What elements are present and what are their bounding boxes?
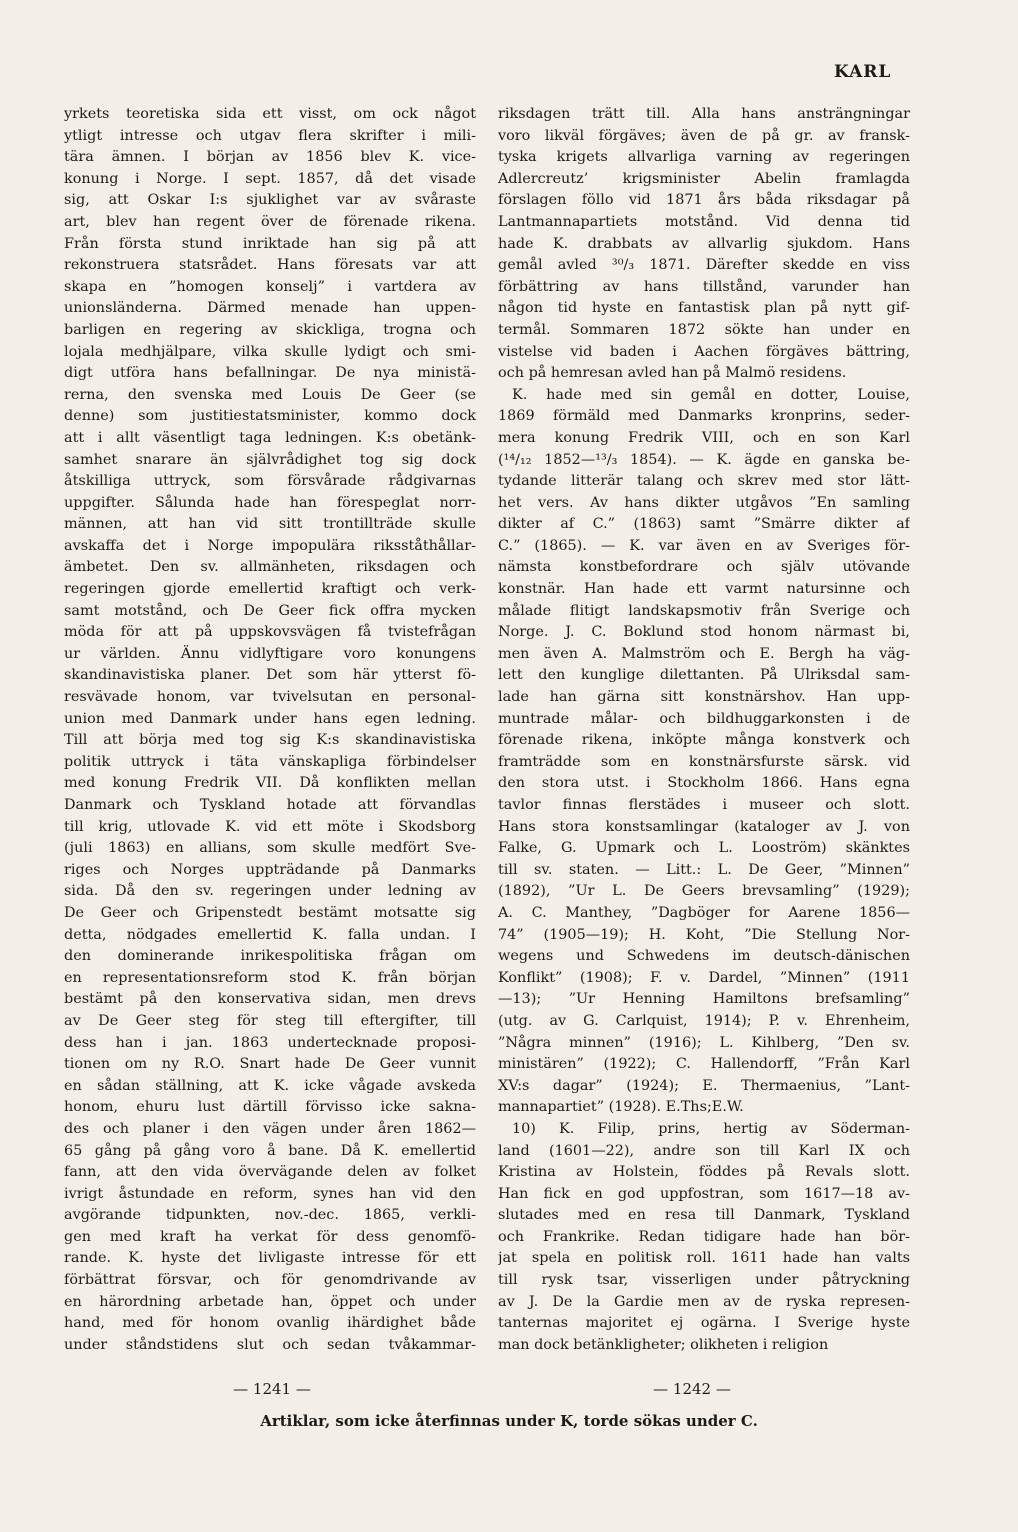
text-line: ur världen. Ännu vidlyftigare voro konungens — [64, 645, 476, 662]
text-line: uppgifter. Sålunda hade han förespeglat norr- — [64, 494, 476, 511]
text-line: denne) som justitiestatsminister, kommo dock — [64, 408, 476, 425]
text-line: (1892), ”Ur L. De Geers brevsamling” (1929); — [498, 883, 910, 900]
text-line: yrkets teoretiska sida ett visst, om ock något — [64, 106, 476, 122]
text-line: förbättring av hans tillstånd, varunder han — [498, 278, 910, 295]
footer-note: Artiklar, som icke återfinnas under K, torde sökas under C. — [260, 1412, 758, 1430]
text-line: åtskilliga uttryck, som försvårade rådgivarnas — [64, 473, 476, 490]
page-number-right: — 1242 — — [653, 1380, 731, 1398]
text-line: rande. K. hyste det livligaste intresse för ett — [64, 1250, 476, 1267]
text-line: att i allt väsentligt taga ledningen. K:s obetänk- — [64, 429, 476, 446]
text-line: hade K. drabbats av allvarlig sjukdom. Hans — [498, 235, 910, 252]
text-line: av De Geer steg för steg till eftergifter, till — [64, 1012, 476, 1029]
text-line: fann, att den vida övervägande delen av folket — [64, 1164, 476, 1181]
text-line: målade flitigt landskapsmotiv från Sverige och — [498, 602, 910, 619]
text-line: Norge. J. C. Boklund stod honom närmast bi, — [498, 624, 910, 641]
text-line: Lantmannapartiets motstånd. Vid denna tid — [498, 213, 910, 230]
text-line: voro likväl förgäves; även de på gr. av fransk- — [498, 127, 910, 144]
text-line: Falke, G. Upmark och L. Looström) skänktes — [498, 840, 910, 857]
text-line: hand, med för honom ovanlig ihärdighet både — [64, 1315, 476, 1332]
text-line: Danmark och Tyskland hotade att förvandlas — [64, 797, 476, 813]
text-line: ”Några minnen” (1916); L. Kihlberg, ”Den sv. — [498, 1034, 910, 1051]
text-line: (¹⁴/₁₂ 1852—¹³/₃ 1854). — K. ägde en ganska be- — [498, 451, 910, 468]
text-line: digt utföra hans befallningar. De nya ministä- — [64, 365, 476, 382]
right-column — [498, 104, 910, 1356]
text-line: rekonstruera statsrådet. Hans föresats var att — [64, 257, 476, 274]
text-line: rerna, den svenska med Louis De Geer (se — [64, 386, 476, 403]
text-line: —13); ”Ur Henning Hamiltons brefsamling” — [498, 991, 910, 1008]
text-line: regeringen gjorde emellertid kraftigt och verk- — [64, 581, 476, 598]
text-line: Hans stora konstsamlingar (kataloger av J. von — [498, 818, 910, 835]
text-line: (utg. av G. Carlquist, 1914); P. v. Ehrenheim, — [498, 1012, 910, 1029]
text-line: ytligt intresse och utgav flera skrifter i mili- — [64, 127, 476, 144]
text-line: en sådan ställning, att K. icke vågade avskeda — [64, 1077, 476, 1094]
text-line: förslagen föllo vid 1871 års båda riksdagar på — [498, 192, 910, 209]
text-line: land (1601—22), andre son till Karl IX och — [498, 1142, 910, 1159]
text-line: någon tid hyste en fantastisk plan på nytt gif- — [498, 300, 910, 317]
text-line: till sv. staten. — Litt.: L. De Geer, ”Minnen” — [498, 861, 910, 878]
text-line: XV:s dagar” (1924); E. Thermaenius, ”Lant- — [498, 1077, 910, 1094]
text-line: nämsta konstbefordrare och själv utövande — [498, 559, 910, 576]
text-line: dikter af C.” (1863) samt ”Smärre dikter af — [498, 516, 910, 533]
text-line: Till att börja med tog sig K:s skandinavistiska — [64, 732, 476, 749]
text-line: 65 gång på gång voro å bane. Då K. emellertid — [64, 1142, 476, 1159]
text-line: och Frankrike. Redan tidigare hade han bör- — [498, 1228, 910, 1245]
text-line: lade han gärna sitt konstnärshov. Han upp- — [498, 689, 910, 706]
text-line: des och planer i den vägen under åren 1862— — [64, 1120, 476, 1137]
text-line: männen, att han vid sitt trontillträde skulle — [64, 516, 476, 533]
text-line: en representationsreform stod K. från början — [64, 969, 476, 986]
text-line: C.” (1865). — K. var även en av Sveriges för- — [498, 537, 910, 554]
text-line: Han fick en god uppfostran, som 1617—18 av- — [498, 1185, 910, 1202]
text-line: av J. De la Gardie men av de ryska represen- — [498, 1293, 910, 1310]
text-line: tavlor finnas flerstädes i museer och slott. — [498, 797, 910, 813]
text-line: De Geer och Gripenstedt bestämt motsatte sig — [64, 904, 476, 921]
text-line: lett den kunglige dilettanten. På Ulriksdal sam- — [498, 667, 910, 684]
text-line: man dock betänkligheter; olikheten i religion — [498, 1336, 829, 1353]
text-line: dess han i jan. 1863 undertecknade proposi- — [64, 1034, 476, 1051]
text-line: Från första stund inriktade han sig på att — [64, 235, 476, 252]
left-column — [64, 104, 476, 1356]
text-line: honom, ehuru lust därtill förvisso icke sakna- — [64, 1099, 476, 1116]
text-line: detta, nödgades emellertid K. falla undan. I — [64, 926, 476, 943]
text-line: gen med kraft ha verkat för dess genomfö- — [64, 1228, 476, 1245]
text-line: förbättrat försvar, och för genomdrivande av — [64, 1272, 476, 1289]
text-line: sig, att Oskar I:s sjuklighet var av svåraste — [64, 192, 476, 209]
text-line: ämbetet. Den sv. allmänheten, riksdagen och — [64, 559, 476, 576]
text-line: sida. Då den sv. regeringen under ledning av — [64, 883, 476, 900]
text-line: tydande litterär talang och skrev med stor lätt- — [498, 473, 910, 490]
text-line: tionen om ny R.O. Snart hade De Geer vunnit — [64, 1056, 476, 1073]
text-line: och på hemresan avled han på Malmö residens. — [498, 365, 847, 382]
text-line: A. C. Manthey, ”Dagböger for Aarene 1856— — [498, 904, 910, 921]
text-line: K. hade med sin gemål en dotter, Louise, — [512, 386, 910, 403]
text-line: tära ämnen. I början av 1856 blev K. vice- — [64, 149, 476, 166]
text-line: bestämt på den konservativa sidan, men drevs — [64, 991, 476, 1008]
text-line: skapa en ”homogen konselj” i vartdera av — [64, 278, 476, 295]
text-line: skandinavistiska planer. Det som här ytterst fö- — [64, 667, 476, 684]
text-line: art, blev han regent över de förenade rikena. — [64, 213, 476, 230]
text-line: Adlercreutz’ krigsminister Abelin framlagda — [498, 170, 910, 187]
text-line: mannapartiet” (1928). E.Ths;E.W. — [498, 1099, 744, 1116]
text-line: samt motstånd, och De Geer fick offra mycken — [64, 602, 476, 619]
text-line: ministären” (1922); C. Hallendorff, ”Från Karl — [498, 1056, 910, 1073]
text-line: en härordning arbetade han, öppet och under — [64, 1293, 476, 1310]
text-line: till rysk tsar, visserligen under påtryckning — [498, 1272, 910, 1289]
text-line: framträdde som en konstnärsfurste särsk. vid — [498, 753, 910, 770]
text-line: med konung Fredrik VII. Då konflikten mellan — [64, 775, 476, 792]
text-line: politik uttryck i täta vänskapliga förbindelser — [64, 753, 476, 770]
text-line: konstnär. Han hade ett varmt natursinne och — [498, 581, 910, 598]
text-line: resvävade honom, var tvivelsutan en personal- — [64, 689, 476, 706]
text-line: termål. Sommaren 1872 sökte han under en — [498, 321, 910, 338]
running-header: KARL — [834, 62, 892, 82]
text-line: under ståndstidens slut och sedan tvåkammar- — [64, 1336, 476, 1353]
text-line: till krig, utlovade K. vid ett möte i Skodsborg — [64, 818, 476, 835]
text-line: samhet snarare än självrådighet tog sig dock — [64, 451, 476, 468]
text-line: 1869 förmäld med Danmarks kronprins, seder- — [498, 408, 910, 425]
text-line: 10) K. Filip, prins, hertig av Söderman- — [512, 1120, 910, 1137]
text-line: möda för att på uppskovsvägen få tvistefrågan — [64, 624, 476, 641]
text-line: jat spela en politisk roll. 1611 hade han valts — [498, 1250, 910, 1267]
text-line: riges och Norges uppträdande på Danmarks — [64, 861, 476, 878]
text-line: union med Danmark under hans egen ledning. — [64, 710, 476, 727]
text-line: tanternas majoritet ej ogärna. I Sverige hyste — [498, 1315, 910, 1332]
text-line: barligen en regering av skickliga, trogna och — [64, 321, 476, 338]
text-line: avskaffa det i Norge impopulära riksståthållar- — [64, 537, 476, 554]
text-line: den dominerande inrikespolitiska frågan om — [64, 948, 476, 965]
text-line: ivrigt åstundade en reform, synes han vid den — [64, 1185, 476, 1202]
text-line: wegens und Schwedens im deutsch-dänischen — [498, 948, 910, 965]
text-line: den stora utst. i Stockholm 1866. Hans egna — [498, 775, 910, 792]
page-number-left: — 1241 — — [233, 1380, 311, 1398]
text-line: mera konung Fredrik VIII, och en son Karl — [498, 429, 910, 446]
text-line: vistelse vid baden i Aachen förgäves bättring, — [498, 343, 910, 360]
text-line: 74” (1905—19); H. Koht, ”Die Stellung Nor- — [498, 926, 910, 943]
text-line: (juli 1863) en allians, som skulle medfört Sve- — [64, 840, 476, 857]
text-line: Konflikt” (1908); F. v. Dardel, ”Minnen” (1911 — [498, 969, 910, 986]
text-line: Kristina av Holstein, föddes på Revals slott. — [498, 1164, 910, 1181]
text-line: men även A. Malmström och E. Bergh ha väg- — [498, 645, 910, 662]
text-line: riksdagen trätt till. Alla hans ansträngningar — [498, 106, 910, 122]
text-line: slutades med en resa till Danmark, Tyskland — [498, 1207, 910, 1224]
text-line: het vers. Av hans dikter utgåvos ”En samling — [498, 494, 910, 511]
text-line: tyska krigets allvarliga varning av regeringen — [498, 149, 910, 166]
text-line: muntrade målar- och bildhuggarkonsten i de — [498, 710, 910, 727]
text-line: unionsländerna. Därmed menade han uppen- — [64, 300, 476, 317]
text-line: gemål avled ³⁰/₃ 1871. Därefter skedde en viss — [498, 257, 910, 274]
text-line: förenade rikena, inköpte många konstverk och — [498, 732, 910, 749]
text-line: konung i Norge. I sept. 1857, då det visade — [64, 170, 476, 187]
text-line: avgörande tidpunkten, nov.-dec. 1865, verkli- — [64, 1207, 476, 1224]
text-line: lojala medhjälpare, vilka skulle lydigt och smi- — [64, 343, 476, 360]
